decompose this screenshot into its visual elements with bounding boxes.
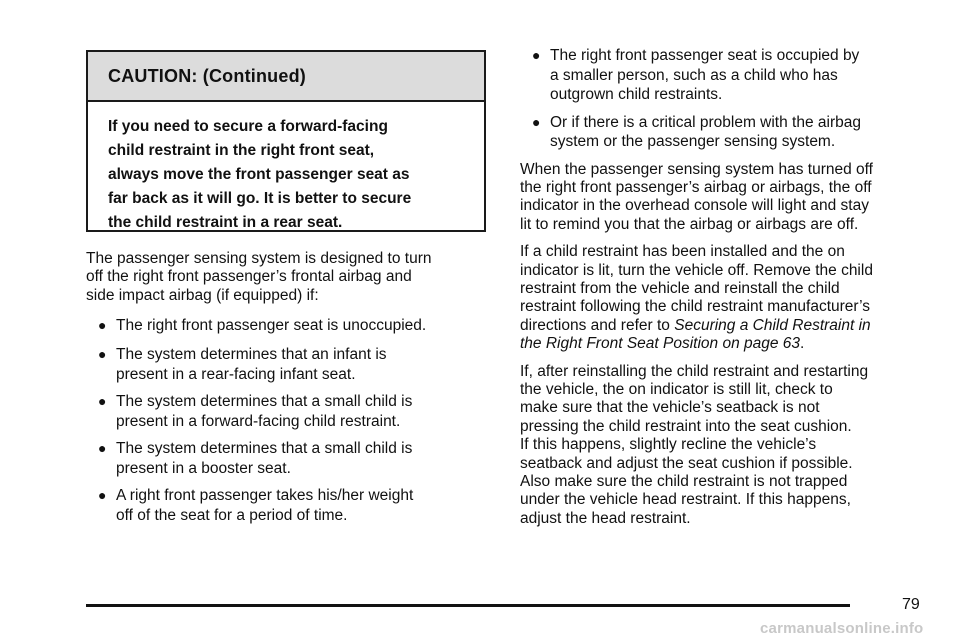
- on-indicator-paragraph: If a child restraint has been installed and the on indicator is lit, turn the vehicle off. Remove the child restraint from the vehicle and reinstall the child restraint following the child restraint manufacturer’s directions and refer to Securing a Child Restraint in the Right Front Seat Position on page 63.: [520, 243, 873, 353]
- footer-rule: [86, 604, 850, 607]
- bullet-icon: ●: [98, 440, 107, 457]
- list-item: ● The system determines that a small child is present in a booster seat.: [98, 440, 413, 477]
- caution-box: [86, 50, 486, 232]
- caution-line: the child restraint in a rear seat.: [108, 214, 343, 231]
- right-column: [520, 46, 930, 537]
- additional-condition-list: [520, 46, 930, 152]
- caution-line: If you need to secure a forward-facing: [108, 118, 388, 135]
- list-item: ● A right front passenger takes his/her weight off of the seat for a period of time.: [98, 487, 414, 524]
- bullet-icon: ●: [98, 393, 107, 410]
- caution-text: [88, 102, 484, 235]
- list-item: ● The system determines that a small child is present in a forward-facing child restraint.: [98, 393, 413, 430]
- bullet-icon: ●: [98, 317, 107, 334]
- list-item: ● The right front passenger seat is occupied by a smaller person, such as a child who has outgrown child restraints.: [532, 47, 860, 103]
- bullet-icon: ●: [532, 47, 541, 63]
- bullet-icon: ●: [98, 346, 107, 363]
- intro-paragraph: The passenger sensing system is designed to turn off the right front passenger’s frontal airbag and side impact airbag (if equipped) if:: [86, 250, 432, 304]
- bullet-icon: ●: [98, 487, 107, 504]
- caution-title: CAUTION: (Continued): [88, 52, 484, 102]
- cross-reference-link-continued[interactable]: the Right Front Seat Position on page 63: [520, 335, 801, 353]
- still-lit-paragraph: If, after reinstalling the child restraint and restarting the vehicle, the on indicator is still lit, check to make sure that the vehicle’s seatback is not pressing the child restraint into the seat cushion. If this happens, slightly recline the vehicle’s seatback and adjust the seat cushion if possible. Also make sure the child restraint is not trapped under the vehicle head restraint. If this happens, adjust the head restraint.: [520, 362, 869, 527]
- list-item: ● The system determines that an infant is present in a rear-facing infant seat.: [98, 346, 387, 383]
- left-column: [86, 250, 491, 534]
- list-item: ● The right front passenger seat is unoccupied.: [86, 314, 491, 337]
- caution-line: far back as it will go. It is better to secure: [108, 190, 412, 207]
- condition-list: [86, 314, 491, 525]
- caution-line: child restraint in the right front seat,: [108, 142, 375, 159]
- bullet-icon: ●: [532, 113, 541, 130]
- watermark: carmanualsonline.info: [760, 620, 924, 637]
- caution-line: always move the front passenger seat as: [108, 166, 410, 183]
- page-number: 79: [902, 596, 920, 613]
- list-item: ● Or if there is a critical problem with the airbag system or the passenger sensing system.: [532, 113, 861, 150]
- cross-reference-link[interactable]: Securing a Child Restraint in: [674, 316, 871, 334]
- off-indicator-paragraph: When the passenger sensing system has turned off the right front passenger’s airbag or airbags, the off indicator in the overhead console will light and stay lit to remind you that the airbag or airbags are off.: [520, 160, 873, 233]
